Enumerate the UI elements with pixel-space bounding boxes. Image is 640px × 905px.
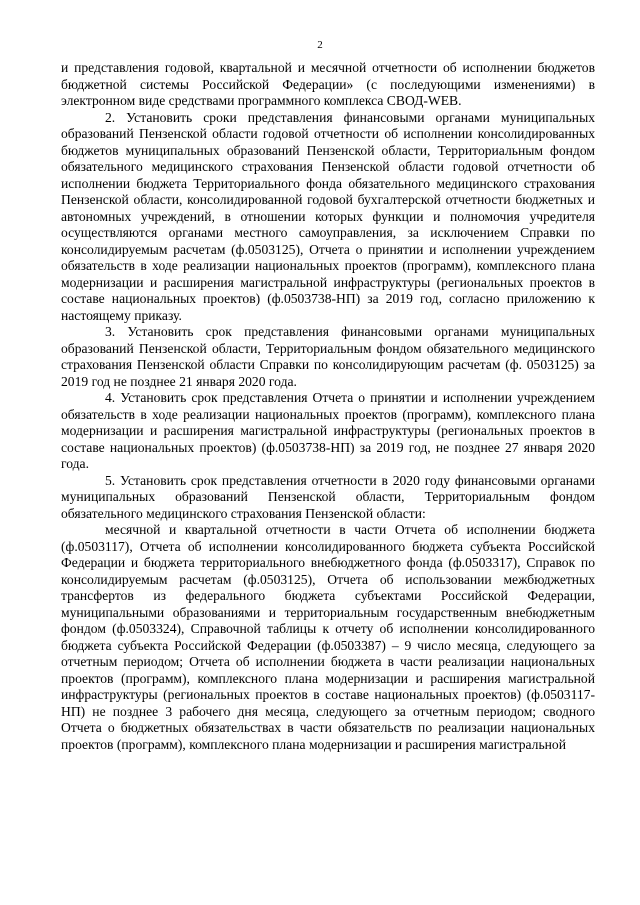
paragraph-continuation: и представления годовой, квартальной и месячной отчетности об исполнении бюджетов бюджетной системы Российской Федерации» (с последующими изменениями) в электронном виде средствами программного комплекса СВОД-WEB. — [61, 60, 595, 108]
document-body — [61, 60, 595, 753]
paragraph-item-5: 5. Установить срок представления отчетности в 2020 году финансовыми органами муниципальных образований Пензенской области, Территориальным фондом обязательного медицинского страхования Пензенской области: — [61, 472, 595, 521]
paragraph-item-2: 2. Установить сроки представления финансовыми органами муниципальных образований Пензенской области годовой отчетности об исполнении консолидированных бюджетов муниципальных образований Пензенской области, Территориальным фондом обязательного медицинского страхования Пензенской области годовой отчетности об исполнении бюджета Территориального фонда обязательного медицинского страхования Пензенской области, консолидированной годовой бухгалтерской отчетности бюджетных и автономных учреждений, в отношении которых функции и полномочия учредителя осуществляются органами местного самоуправления, за исключением Справки по консолидируемым расчетам (ф.0503125), Отчета о принятии и исполнении учреждением обязательств в ходе реализации национальных проектов (программ), комплексного плана модернизации и расширения магистральной инфраструктуры (региональных проектов в составе национальных проектов) (ф.0503738-НП) за 2019 год, согласно приложению к настоящему приказу. — [61, 109, 595, 323]
paragraph-item-5-monthly: месячной и квартальной отчетности в части Отчета об исполнении бюджета (ф.0503117), Отчета об исполнении консолидированного бюджета субъекта Российской Федерации и бюджета территориального внебюджетного фонда (ф.0503317), Справок по консолидируемым расчетам (ф.0503125), Отчета об использовании межбюджетных трансфертов из федерального бюджета субъектами Российской Федерации, муниципальными образованиями и территориальным государственным внебюджетным фондом (ф.0503324), Справочной таблицы к отчету об исполнении консолидированного бюджета субъекта Российской Федерации (ф.0503387) – 9 число месяца, следующего за отчетным периодом; Отчета об исполнении бюджета в части реализации национальных проектов (программ), комплексного плана модернизации и расширения магистральной инфраструктуры (региональных проектов в составе национальных проектов) (ф.0503117-НП) не позднее 3 рабочего дня месяца, следующего за отчетным периодом; сводного Отчета о бюджетных обязательствах в части обязательств по реализации национальных проектов (программ), комплексного плана модернизации и расширения магистральной — [61, 522, 595, 752]
page-number: 2 — [317, 39, 323, 51]
paragraph-item-4: 4. Установить срок представления Отчета о принятии и исполнении учреждением обязательств в ходе реализации национальных проектов (программ), комплексного плана модернизации и расширения магистральной инфраструктуры (региональных проектов в составе национальных проектов) (ф.0503738-НП) за 2019 год, не позднее 27 января 2020 года. — [61, 390, 595, 471]
paragraph-item-3: 3. Установить срок представления финансовыми органами муниципальных образований Пензенской области, Территориальным фондом обязательного медицинского страхования Пензенской области Справки по консолидирующим расчетам (ф. 0503125) за 2019 год не позднее 21 января 2020 года. — [61, 324, 595, 389]
